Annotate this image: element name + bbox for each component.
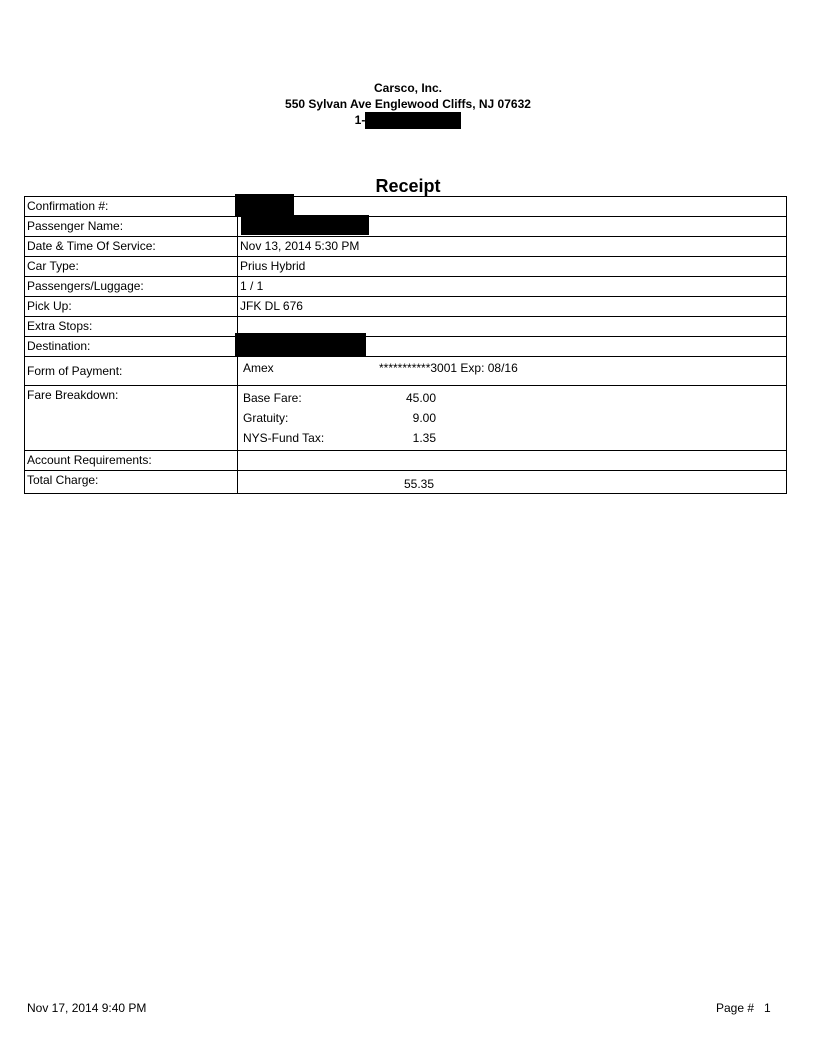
printed-date: Nov 17, 2014 9:40 PM (27, 1001, 147, 1015)
passenger-label: Passenger Name: (25, 217, 238, 237)
passenger-value (238, 217, 787, 237)
passengers-label: Passengers/Luggage: (25, 277, 238, 297)
tax-label: NYS-Fund Tax: (243, 431, 325, 445)
destination-label: Destination: (25, 337, 238, 357)
fare-row-tax (240, 428, 786, 448)
fare-row-gratuity (240, 408, 786, 428)
payment-card: ***********3001 Exp: 08/16 (379, 361, 518, 375)
account-req-value (238, 451, 787, 471)
fare-row-base (240, 388, 786, 408)
payment-method: Amex (243, 361, 274, 375)
page-number: 1 (764, 1001, 771, 1015)
destination-redaction (235, 333, 366, 356)
company-name: Carsco, Inc. (373, 81, 443, 95)
pickup-label: Pick Up: (25, 297, 238, 317)
company-phone (0, 112, 816, 129)
table-row-pickup (25, 297, 787, 317)
table-row-payment (25, 357, 787, 386)
car-type-value: Prius Hybrid (238, 257, 787, 277)
table-row-extra-stops (25, 317, 787, 337)
account-req-label: Account Requirements: (25, 451, 238, 471)
table-row-destination (25, 337, 787, 357)
gratuity-label: Gratuity: (243, 411, 289, 425)
confirmation-redaction (235, 194, 294, 216)
table-row-total (25, 471, 787, 494)
receipt-title: Receipt (375, 176, 441, 196)
confirmation-value (238, 197, 787, 217)
total-value: 55.35 (403, 477, 434, 491)
company-address: 550 Sylvan Ave Englewood Cliffs, NJ 07632 (285, 97, 531, 111)
page-indicator (716, 1001, 771, 1015)
fare-label: Fare Breakdown: (25, 386, 238, 451)
tax-value: 1.35 (412, 431, 436, 445)
table-row-datetime (25, 237, 787, 257)
table-row-account-req (25, 451, 787, 471)
gratuity-value: 9.00 (412, 411, 436, 425)
datetime-value: Nov 13, 2014 5:30 PM (238, 237, 787, 257)
table-row-car-type (25, 257, 787, 277)
fare-breakdown (238, 386, 787, 451)
base-fare-label: Base Fare: (243, 391, 302, 405)
table-row-passengers (25, 277, 787, 297)
car-type-label: Car Type: (25, 257, 238, 277)
table-row-passenger (25, 217, 787, 237)
phone-redaction (365, 112, 461, 129)
table-row-fare (25, 386, 787, 451)
pickup-value: JFK DL 676 (238, 297, 787, 317)
receipt-table (24, 196, 787, 494)
confirmation-label: Confirmation #: (25, 197, 238, 217)
table-row-confirmation (25, 197, 787, 217)
payment-value (238, 357, 787, 386)
total-cell (238, 471, 787, 494)
datetime-label: Date & Time Of Service: (25, 237, 238, 257)
phone-prefix: 1- (354, 113, 366, 127)
passenger-redaction (241, 215, 369, 235)
passengers-value: 1 / 1 (238, 277, 787, 297)
payment-label: Form of Payment: (25, 357, 238, 386)
extra-stops-label: Extra Stops: (25, 317, 238, 337)
page-label: Page # (716, 1001, 755, 1015)
base-fare-value: 45.00 (405, 391, 436, 405)
total-label: Total Charge: (25, 471, 238, 494)
destination-value (238, 337, 787, 357)
